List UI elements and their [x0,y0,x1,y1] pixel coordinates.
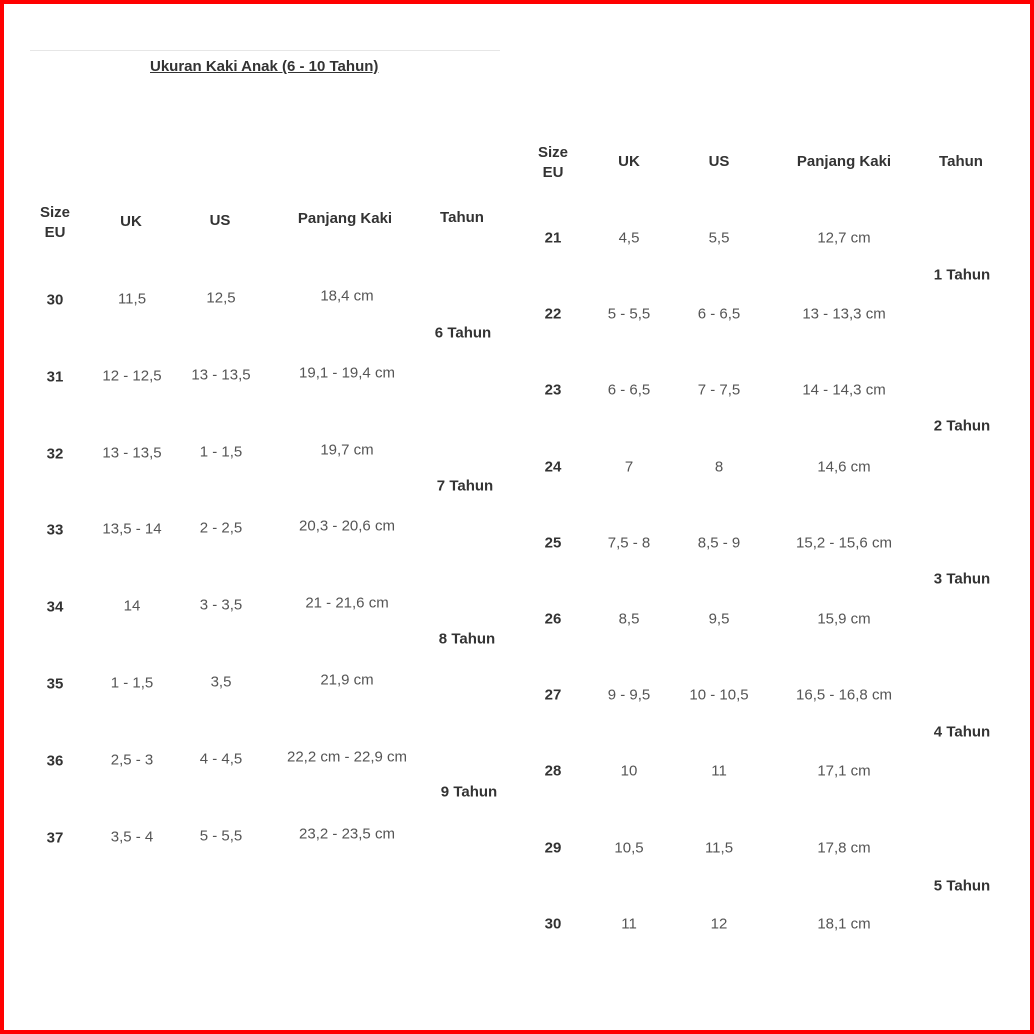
right-cell-us: 10 - 10,5 [689,686,749,704]
right-cell-eu: 23 [544,381,562,399]
right-cell-us: 7 - 7,5 [697,381,741,399]
left-cell-eu: 30 [46,291,64,309]
left-header-tahun: Tahun [440,209,484,226]
left-cell-panjang: 20,3 - 20,6 cm [299,517,395,535]
right-cell-panjang: 17,8 cm [817,839,871,857]
right-cell-panjang: 14 - 14,3 cm [802,381,886,399]
right-age-2: 2 Tahun [933,417,991,435]
right-cell-uk: 10 [620,762,638,780]
right-cell-uk: 7,5 - 8 [607,534,651,552]
left-cell-panjang: 21 - 21,6 cm [305,594,389,612]
left-header-panjang-kaki: Panjang Kaki [297,210,393,227]
right-age-3: 3 Tahun [933,570,991,588]
left-cell-eu: 34 [46,598,64,616]
left-cell-eu: 35 [46,675,64,693]
right-cell-eu: 27 [544,686,562,704]
left-age-9: 9 Tahun [440,783,498,801]
left-cell-us: 12,5 [206,289,236,307]
left-cell-us: 4 - 4,5 [199,750,243,768]
right-cell-us: 11,5 [704,839,734,857]
right-cell-eu: 25 [544,534,562,552]
right-cell-us: 8,5 - 9 [697,534,741,552]
left-header-size-line2: EU [44,224,66,241]
left-cell-us: 2 - 2,5 [199,519,243,537]
right-cell-uk: 7 [624,458,634,476]
left-cell-uk: 12 - 12,5 [102,367,162,385]
right-cell-uk: 5 - 5,5 [607,305,651,323]
right-cell-us: 12 [710,915,728,933]
right-cell-us: 11 [711,762,727,780]
right-cell-eu: 28 [544,762,562,780]
left-cell-panjang: 19,7 cm [320,441,374,459]
left-cell-uk: 13 - 13,5 [102,444,162,462]
left-cell-eu: 37 [46,829,64,847]
left-cell-panjang: 18,4 cm [320,287,374,305]
left-cell-uk: 2,5 - 3 [110,751,154,769]
left-cell-us: 1 - 1,5 [199,443,243,461]
right-cell-eu: 26 [544,610,562,628]
left-header-us: US [209,212,231,229]
left-header-uk: UK [120,213,142,230]
right-cell-panjang: 13 - 13,3 cm [802,305,886,323]
left-cell-us: 3,5 [210,673,232,691]
left-age-6: 6 Tahun [434,324,492,342]
right-cell-panjang: 18,1 cm [817,915,871,933]
right-cell-panjang: 15,9 cm [817,610,871,628]
left-cell-panjang: 21,9 cm [320,671,374,689]
left-cell-panjang: 22,2 cm - 22,9 cm [286,748,408,766]
right-header-us: US [708,153,730,170]
right-cell-uk: 11 [621,915,637,933]
left-cell-eu: 32 [46,445,64,463]
left-cell-us: 13 - 13,5 [191,366,251,384]
right-header-size-line1: Size [537,144,569,161]
right-cell-uk: 10,5 [614,839,644,857]
right-age-4: 4 Tahun [933,723,991,741]
right-cell-eu: 22 [544,305,562,323]
right-header-tahun: Tahun [939,153,983,170]
right-cell-uk: 9 - 9,5 [607,686,651,704]
left-cell-panjang: 23,2 - 23,5 cm [299,825,395,843]
left-cell-us: 5 - 5,5 [199,827,243,845]
right-cell-us: 8 [714,458,724,476]
left-cell-uk: 14 [123,597,141,615]
right-cell-us: 9,5 [708,610,730,628]
left-cell-eu: 33 [46,521,64,539]
left-header-size-eu [40,203,70,243]
left-cell-uk: 3,5 - 4 [110,828,154,846]
top-divider [30,50,500,51]
left-cell-panjang: 19,1 - 19,4 cm [299,364,395,382]
right-cell-us: 5,5 [708,229,730,247]
left-age-8: 8 Tahun [438,630,496,648]
right-cell-us: 6 - 6,5 [697,305,741,323]
left-header-size-line1: Size [39,204,71,221]
left-cell-eu: 31 [46,368,64,386]
right-cell-panjang: 14,6 cm [817,458,871,476]
left-cell-uk: 1 - 1,5 [110,674,154,692]
right-cell-eu: 29 [544,839,562,857]
right-header-uk: UK [618,153,640,170]
right-cell-panjang: 15,2 - 15,6 cm [796,534,892,552]
page-title: Ukuran Kaki Anak (6 - 10 Tahun) [150,58,379,75]
right-cell-panjang: 17,1 cm [817,762,871,780]
right-cell-eu: 21 [544,229,562,247]
right-cell-eu: 24 [544,458,562,476]
left-age-7: 7 Tahun [436,477,494,495]
right-cell-uk: 8,5 [618,610,640,628]
right-cell-eu: 30 [544,915,562,933]
right-header-size-line2: EU [542,164,564,181]
left-cell-uk: 11,5 [117,290,147,308]
right-cell-panjang: 16,5 - 16,8 cm [796,686,892,704]
left-cell-eu: 36 [46,752,64,770]
right-cell-uk: 4,5 [618,229,640,247]
left-cell-us: 3 - 3,5 [199,596,243,614]
right-header-panjang-kaki: Panjang Kaki [796,153,892,170]
right-cell-uk: 6 - 6,5 [607,381,651,399]
left-cell-uk: 13,5 - 14 [102,520,162,538]
right-age-5: 5 Tahun [933,877,991,895]
right-age-1: 1 Tahun [933,266,991,284]
right-header-size-eu [538,143,568,183]
right-cell-panjang: 12,7 cm [817,229,871,247]
